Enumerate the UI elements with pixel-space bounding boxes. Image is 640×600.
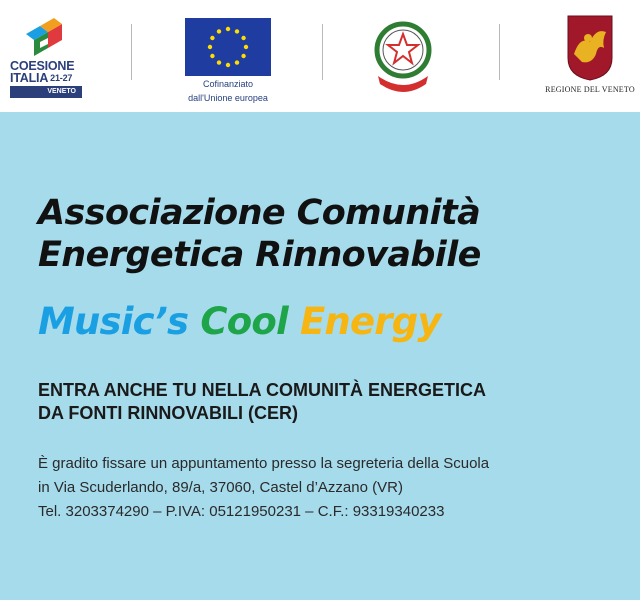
- page-title: [38, 192, 638, 276]
- tagline-word-energy: Energy: [299, 300, 441, 343]
- info-line1: È gradito fissare un appuntamento presso la segreteria della Scuola: [38, 455, 490, 472]
- coesione-years: 21-27: [50, 73, 73, 83]
- coesione-wordmark: [10, 60, 74, 84]
- coesione-italia-logo: [8, 14, 100, 100]
- coesione-line2: ITALIA: [10, 71, 49, 85]
- veneto-caption: REGIONE DEL VENETO: [545, 85, 635, 94]
- contact-info: [38, 452, 628, 524]
- coesione-region-tag: VENETO: [10, 86, 82, 98]
- title-line2: Energetica Rinnovabile: [38, 235, 481, 275]
- italy-emblem-icon: [370, 14, 436, 98]
- title-line1: Associazione Comunità: [38, 193, 481, 233]
- logo-divider: [322, 24, 323, 80]
- tagline: [38, 298, 441, 346]
- eu-caption-line1: Cofinanziato: [202, 79, 254, 89]
- logo-bar: [0, 0, 640, 112]
- regione-veneto-logo: [540, 14, 640, 94]
- subheading-line2: DA FONTI RINNOVABILI (CER): [38, 403, 298, 423]
- logo-divider: [499, 24, 500, 80]
- eu-caption-line2: dall'Unione europea: [188, 93, 268, 103]
- subheading: [38, 379, 618, 425]
- eu-logo: [182, 18, 274, 104]
- logo-divider: [131, 24, 132, 80]
- tagline-word-cool: Cool: [200, 300, 288, 343]
- subheading-line1: ENTRA ANCHE TU NELLA COMUNITÀ ENERGETICA: [38, 380, 486, 400]
- coesione-line1: COESIONE: [10, 59, 75, 73]
- lion-shield-icon: [566, 14, 614, 82]
- coesione-cube-icon: [26, 14, 70, 58]
- tagline-word-music: Music’s: [38, 300, 189, 343]
- info-line3: Tel. 3203374290 – P.IVA: 05121950231 – C.F.: 93319340233: [38, 503, 445, 520]
- eu-flag-icon: [185, 18, 271, 76]
- info-line2: in Via Scuderlando, 89/a, 37060, Castel d’Azzano (VR): [38, 479, 403, 496]
